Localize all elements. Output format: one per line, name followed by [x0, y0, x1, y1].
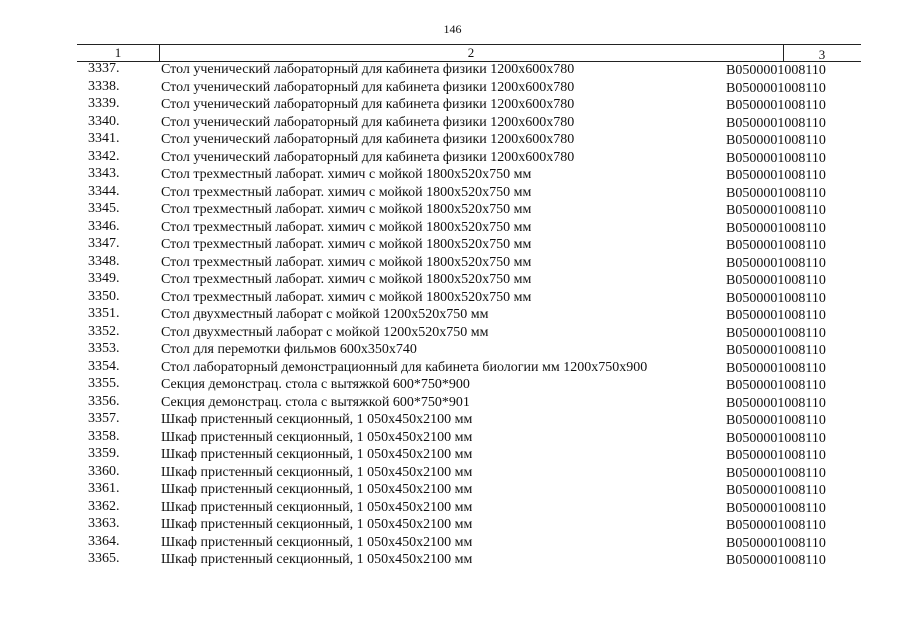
item-code: B0500001008110 [726, 290, 826, 306]
item-code: B0500001008110 [726, 535, 826, 551]
item-name: Стол трехместный лаборат. химич с мойкой 1800х520х750 мм [161, 202, 532, 217]
table-row [77, 395, 861, 413]
row-number: 3345. [88, 201, 120, 216]
row-number: 3340. [88, 113, 120, 129]
table-row [77, 167, 861, 185]
item-name: Стол трехместный лаборат. химич с мойкой 1800х520х750 мм [161, 219, 532, 235]
item-name: Стол трехместный лаборат. химич с мойкой 1800х520х750 мм [161, 272, 532, 287]
row-number: 3347. [88, 236, 120, 251]
table-row [77, 97, 861, 115]
item-code: B0500001008110 [726, 500, 826, 516]
item-code: B0500001008110 [726, 483, 826, 498]
item-code: B0500001008110 [726, 465, 826, 481]
row-number: 3342. [88, 148, 120, 164]
row-number: 3339. [88, 96, 120, 111]
item-name: Шкаф пристенный секционный, 1 050х450х2100 мм [161, 464, 473, 480]
item-name: Шкаф пристенный секционный, 1 050х450х2100 мм [161, 552, 473, 567]
item-code: B0500001008110 [726, 168, 826, 183]
row-number: 3338. [88, 78, 120, 94]
table-row [77, 80, 861, 98]
item-code: B0500001008110 [726, 185, 826, 201]
item-name: Шкаф пристенный секционный, 1 050х450х2100 мм [161, 429, 473, 445]
row-number: 3343. [88, 166, 120, 181]
table-row [77, 360, 861, 378]
row-number: 3341. [88, 131, 120, 146]
item-name: Стол двухместный лаборат с мойкой 1200х520х750 мм [161, 324, 489, 340]
table-row [77, 500, 861, 518]
row-number: 3348. [88, 253, 120, 269]
table-row [77, 290, 861, 308]
item-name: Шкаф пристенный секционный, 1 050х450х2100 мм [161, 517, 473, 532]
table-row [77, 325, 861, 343]
table-row [77, 447, 861, 465]
item-code: B0500001008110 [726, 325, 826, 341]
item-code: B0500001008110 [726, 150, 826, 166]
item-name: Шкаф пристенный секционный, 1 050х450х2100 мм [161, 534, 473, 550]
item-code: B0500001008110 [726, 238, 826, 253]
row-number: 3359. [88, 446, 120, 461]
item-code: B0500001008110 [726, 413, 826, 428]
table-row [77, 272, 861, 290]
table-row [77, 185, 861, 203]
table-body [77, 62, 861, 570]
item-name: Шкаф пристенный секционный, 1 050х450х2100 мм [161, 499, 473, 515]
table-row [77, 132, 861, 150]
header-col-3: 3 [818, 47, 826, 62]
item-name: Стол ученический лабораторный для кабинета физики 1200х600х780 [161, 149, 575, 165]
item-name: Секция демонстрац. стола с вытяжкой 600*750*901 [161, 394, 470, 410]
row-number: 3344. [88, 183, 120, 199]
item-name: Шкаф пристенный секционный, 1 050х450х2100 мм [161, 447, 473, 462]
item-code: B0500001008110 [726, 133, 826, 148]
page-number: 146 [443, 22, 462, 36]
item-code: B0500001008110 [726, 98, 826, 113]
row-number: 3352. [88, 323, 120, 339]
item-code: B0500001008110 [726, 115, 826, 131]
item-name: Стол лабораторный демонстрационный для кабинета биологии мм 1200х750х900 [161, 359, 648, 375]
item-code: B0500001008110 [726, 430, 826, 446]
item-name: Стол ученический лабораторный для кабинета физики 1200х600х780 [161, 132, 575, 147]
table-row [77, 412, 861, 430]
item-code: B0500001008110 [726, 553, 826, 568]
item-code: B0500001008110 [726, 360, 826, 376]
header-col-1: 1 [114, 45, 122, 60]
item-name: Стол ученический лабораторный для кабинета физики 1200х600х780 [161, 97, 575, 112]
row-number: 3349. [88, 271, 120, 286]
item-code: B0500001008110 [726, 378, 826, 393]
item-name: Стол трехместный лаборат. химич с мойкой 1800х520х750 мм [161, 237, 532, 252]
item-name: Стол трехместный лаборат. химич с мойкой 1800х520х750 мм [161, 254, 532, 270]
item-code: B0500001008110 [726, 273, 826, 288]
item-code: B0500001008110 [726, 518, 826, 533]
inventory-table [77, 44, 861, 570]
item-code: B0500001008110 [726, 80, 826, 96]
item-name: Секция демонстрац. стола с вытяжкой 600*750*900 [161, 377, 470, 392]
row-number: 3354. [88, 358, 120, 374]
item-code: B0500001008110 [726, 308, 826, 323]
item-name: Стол ученический лабораторный для кабинета физики 1200х600х780 [161, 79, 575, 95]
table-row [77, 517, 861, 535]
item-code: B0500001008110 [726, 203, 826, 218]
table-row [77, 552, 861, 570]
table-row [77, 307, 861, 325]
row-number: 3355. [88, 376, 120, 391]
table-header [77, 44, 861, 62]
table-row [77, 465, 861, 483]
item-code: B0500001008110 [726, 220, 826, 236]
row-number: 3357. [88, 411, 120, 426]
item-code: B0500001008110 [726, 343, 826, 358]
table-row [77, 115, 861, 133]
row-number: 3363. [88, 516, 120, 531]
row-number: 3364. [88, 533, 120, 549]
table-row [77, 430, 861, 448]
table-row [77, 237, 861, 255]
item-code: B0500001008110 [726, 395, 826, 411]
table-row [77, 150, 861, 168]
row-number: 3337. [88, 61, 120, 76]
row-number: 3350. [88, 288, 120, 304]
item-name: Стол трехместный лаборат. химич с мойкой 1800х520х750 мм [161, 184, 532, 200]
item-code: B0500001008110 [726, 448, 826, 463]
item-name: Стол ученический лабораторный для кабинета физики 1200х600х780 [161, 114, 575, 130]
row-number: 3346. [88, 218, 120, 234]
item-code: B0500001008110 [726, 255, 826, 271]
header-col-2: 2 [467, 45, 475, 60]
row-number: 3351. [88, 306, 120, 321]
table-row [77, 255, 861, 273]
row-number: 3356. [88, 393, 120, 409]
row-number: 3365. [88, 551, 120, 566]
table-row [77, 62, 861, 80]
item-name: Стол для перемотки фильмов 600х350х740 [161, 342, 417, 357]
row-number: 3361. [88, 481, 120, 496]
table-row [77, 482, 861, 500]
row-number: 3353. [88, 341, 120, 356]
table-row [77, 342, 861, 360]
item-name: Стол трехместный лаборат. химич с мойкой 1800х520х750 мм [161, 289, 532, 305]
row-number: 3362. [88, 498, 120, 514]
item-code: B0500001008110 [726, 63, 826, 78]
table-row [77, 220, 861, 238]
item-name: Стол ученический лабораторный для кабинета физики 1200х600х780 [161, 62, 575, 77]
table-row [77, 202, 861, 220]
item-name: Шкаф пристенный секционный, 1 050х450х2100 мм [161, 482, 473, 497]
item-name: Стол двухместный лаборат с мойкой 1200х520х750 мм [161, 307, 489, 322]
table-row [77, 377, 861, 395]
item-name: Стол трехместный лаборат. химич с мойкой 1800х520х750 мм [161, 167, 532, 182]
row-number: 3360. [88, 463, 120, 479]
table-row [77, 535, 861, 553]
row-number: 3358. [88, 428, 120, 444]
item-name: Шкаф пристенный секционный, 1 050х450х2100 мм [161, 412, 473, 427]
